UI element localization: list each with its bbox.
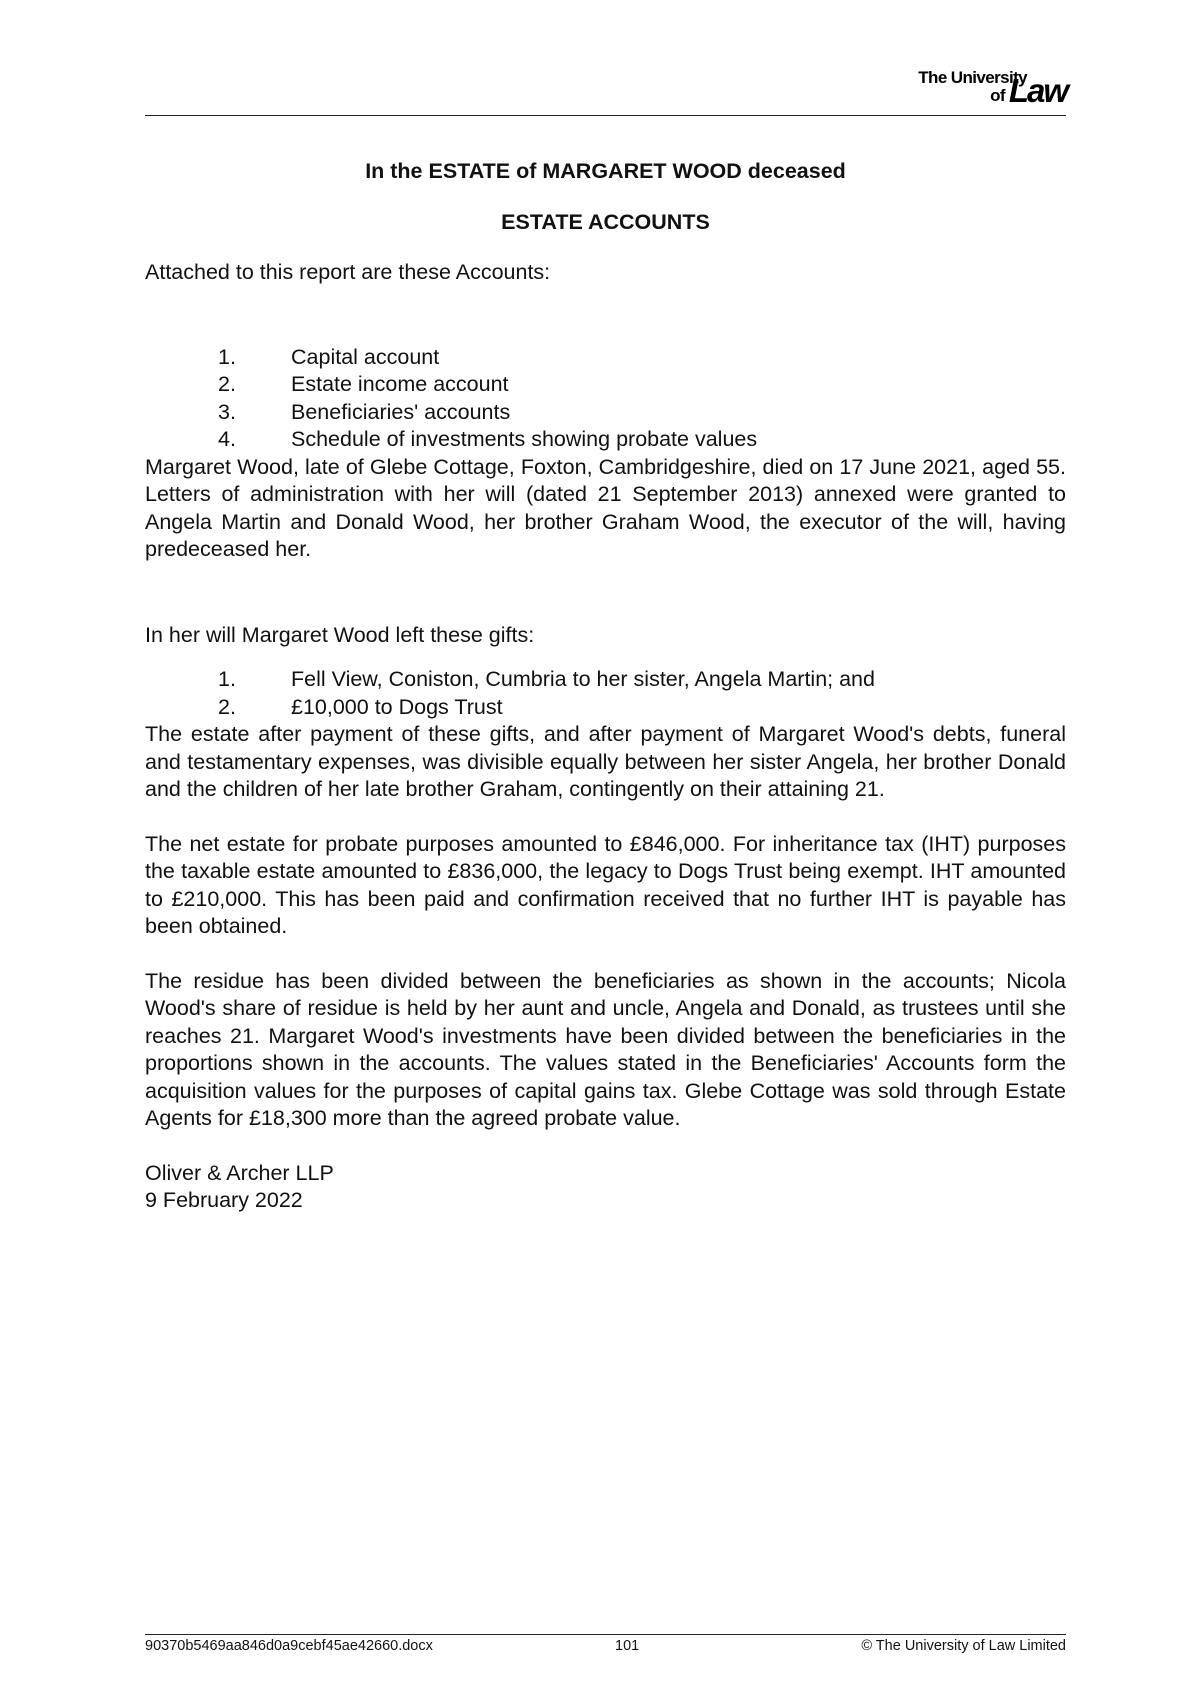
gifts-intro: In her will Margaret Wood left these gifts: <box>145 622 535 647</box>
list-text: Estate income account <box>291 372 509 396</box>
list-item <box>145 426 1066 454</box>
paragraph-deceased: Margaret Wood, late of Glebe Cottage, Foxton, Cambridgeshire, died on 17 June 2021, aged 55. Letters of administration with her will (dated 21 September 2013) annexed were granted to Angela Martin and Donald Wood, her brother Graham Wood, the executor of the will, having predeceased her. <box>145 454 1066 561</box>
logo-of: of <box>990 86 1005 105</box>
page-footer <box>145 1638 1066 1658</box>
footer-rule <box>145 1634 1066 1635</box>
list-item <box>145 694 1066 722</box>
document-subtitle: ESTATE ACCOUNTS <box>501 209 710 234</box>
list-item <box>145 344 1066 372</box>
header-rule <box>145 115 1066 116</box>
paragraph-residue-division: The estate after payment of these gifts, and after payment of Margaret Wood's debts, funeral and testamentary expenses, was divisible equally between her sister Angela, her brother Donald and the children of her late brother Graham, contingently on their attaining 21. <box>145 722 1066 801</box>
list-number: 2. <box>218 372 236 396</box>
paragraph-iht: The net estate for probate purposes amounted to £846,000. For inheritance tax (IHT) purposes the taxable estate amounted to £836,000, the legacy to Dogs Trust being exempt. IHT amounted to £210,000. This has been paid and confirmation received that no further IHT is payable has been obtained. <box>145 831 1066 938</box>
footer-copyright: © The University of Law Limited <box>861 1638 1066 1654</box>
list-text: Capital account <box>291 344 440 369</box>
logo-line1: The University <box>918 68 1027 87</box>
logo-law: Law <box>1008 72 1067 109</box>
paragraph-beneficiaries: The residue has been divided between the beneficiaries as shown in the accounts; Nicola Wood's share of residue is held by her aunt and uncle, Angela and Donald, as trustees until she reaches 21. Margaret Wood's investments have been divided between the beneficiaries in the proportions shown in the accounts. The values stated in the Beneficiaries' Accounts form the acquisition values for the purposes of capital gains tax. Glebe Cottage was sold through Estate Agents for £18,300 more than the agreed probate value. <box>145 968 1066 1130</box>
accounts-list <box>145 344 1066 454</box>
accounts-intro: Attached to this report are these Accounts: <box>145 260 551 284</box>
gifts-list <box>145 666 1066 721</box>
list-item <box>145 399 1066 427</box>
document-body <box>145 158 1066 1215</box>
signoff-date: 9 February 2022 <box>145 1188 303 1212</box>
list-item <box>145 666 1066 694</box>
university-logo <box>857 64 1067 110</box>
footer-filename: 90370b5469aa846d0a9cebf45ae42660.docx <box>145 1638 433 1654</box>
list-number: 1. <box>218 344 236 369</box>
list-text: £10,000 to Dogs Trust <box>291 694 503 719</box>
signoff-firm: Oliver & Archer LLP <box>145 1160 334 1185</box>
list-number: 4. <box>218 427 236 451</box>
document-title: In the ESTATE of MARGARET WOOD deceased <box>365 159 846 183</box>
list-item <box>145 371 1066 399</box>
list-number: 2. <box>218 694 236 719</box>
list-text: Fell View, Coniston, Cumbria to her sister, Angela Martin; and <box>291 667 875 691</box>
list-number: 3. <box>218 399 236 424</box>
list-text: Beneficiaries' accounts <box>291 399 511 424</box>
list-text: Schedule of investments showing probate values <box>291 427 758 451</box>
footer-page-number: 101 <box>615 1638 640 1654</box>
list-number: 1. <box>218 667 236 691</box>
